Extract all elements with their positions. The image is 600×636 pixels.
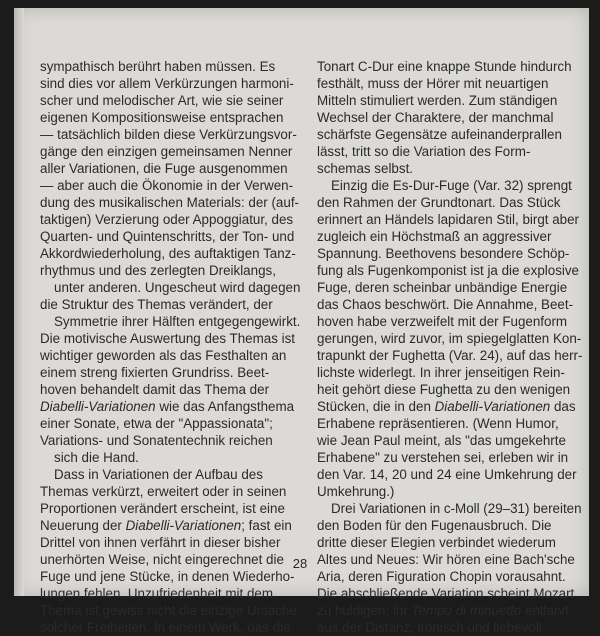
- text-line: eigenen Kompositionsweise entsprachen: [40, 110, 284, 125]
- text-line: schemas selbst.: [317, 161, 414, 176]
- text-line: die Struktur des Themas verändert, der: [40, 297, 273, 312]
- booklet-page: [14, 8, 589, 635]
- text-line: Diabelli-Variationen wie das Anfangsthema: [40, 399, 295, 414]
- text-line: wichtiger geworden als das Festhalten an: [40, 348, 287, 363]
- text-line: sich die Hand.: [54, 450, 139, 465]
- text-line: Themas verkürzt, erweitert oder in seinen: [40, 484, 287, 499]
- text-line: Erhabene repräsentieren. (Wenn Humor,: [317, 416, 559, 431]
- text-line: lungen fehlen. Unzufriedenheit mit dem: [40, 586, 273, 601]
- text-line: solcher Freiheiten. In einem Werk, das die: [40, 620, 291, 635]
- text-line: Dass in Variationen der Aufbau des: [54, 467, 263, 482]
- text-line: Fuge, deren scheinbar unbändige Energie: [317, 280, 568, 295]
- text-line: hoven behandelt damit das Thema der: [40, 382, 270, 397]
- text-line: zu huldigen; ihr Tempo di minuetto entlarvt: [317, 603, 569, 618]
- text-line: dritte dieser Elegien verbindet wiederum: [317, 535, 556, 550]
- text-line: einem streng fixierten Grundriss. Beet-: [40, 365, 270, 380]
- text-line: Spannung. Beethovens besondere Schöp-: [317, 246, 570, 261]
- text-line: — tatsächlich bilden diese Verkürzungsvor-: [40, 127, 297, 142]
- text-line: das Chaos beschwört. Die Annahme, Beet-: [317, 297, 574, 312]
- text-line: Proportionen verändert erscheint, ist eine: [40, 501, 285, 516]
- text-line: aller Variationen, die Fuge ausgenommen: [40, 161, 288, 176]
- text-line: rhythmus und des zerlegten Dreiklangs,: [40, 263, 276, 278]
- text-line: Aria, deren Figuration Chopin vorausahnt.: [317, 569, 566, 584]
- text-line: Quarten- und Quintenschritts, der Ton- und: [40, 229, 295, 244]
- text-line: taktigen) Verzierung oder Appoggiatur, des: [40, 212, 294, 227]
- text-line: scher und melodischer Art, wie sie seiner: [40, 93, 284, 108]
- text-line: trapunkt der Fughetta (Var. 24), auf das herr-: [317, 348, 583, 363]
- text-line: Die motivische Auswertung des Themas ist: [40, 331, 296, 346]
- text-line: den Boden für den Fugenausbruch. Die: [317, 518, 552, 533]
- text-line: gänge den einzigen gemeinsamen Nenner: [40, 144, 293, 159]
- text-line: lichste widerlegt. In ihrer jenseitigen Rein-: [317, 365, 565, 380]
- text-line: den Var. 14, 20 und 24 eine Umkehrung der: [317, 467, 577, 482]
- text-line: Mitteln stimuliert werden. Zum ständigen: [317, 93, 558, 108]
- text-line: wie Jean Paul meint, als "das umgekehrte: [317, 433, 566, 448]
- text-line: sind dies vor allem Verkürzungen harmoni-: [40, 76, 294, 91]
- text-line: heit gehört diese Fughetta zu den wenigen: [317, 382, 571, 397]
- text-line: Wechsel der Charaktere, der manchmal: [317, 110, 554, 125]
- text-line: Neuerung der Diabelli-Variationen; fast ein: [40, 518, 292, 533]
- text-line: dung des musikalischen Materials: der (auf-: [40, 195, 300, 210]
- text-line: Stücken, die in den Diabelli-Variationen das: [317, 399, 576, 414]
- text-line: Altes und Neues: Wir hören eine Bach'sche: [317, 552, 575, 567]
- text-line: fung als Fugenkomponist ist ja die explosive: [317, 263, 580, 278]
- text-line: unerhörten Weise, nicht eingerechnet die: [40, 552, 284, 567]
- text-line: Einzig die Es-Dur-Fuge (Var. 32) sprengt: [331, 178, 572, 193]
- text-line: Die abschließende Variation scheint Mozart: [317, 586, 575, 601]
- text-line: Variations- und Sonatentechnik reichen: [40, 433, 273, 448]
- text-line: hoven habe verzweifelt mit der Fugenform: [317, 314, 568, 329]
- text-line: — aber auch die Ökonomie in der Verwen-: [40, 178, 294, 193]
- page-number: 28: [292, 556, 308, 571]
- text-line: einer Sonate, etwa der "Appassionata";: [40, 416, 273, 431]
- text-line: gerungen, wird zuvor, im spiegelglatten Kon-: [317, 331, 582, 346]
- right-text-column: [317, 58, 583, 636]
- text-line: sympathisch berührt haben müssen. Es: [40, 59, 276, 74]
- text-line: lässt, tritt so die Variation des Form-: [317, 144, 531, 159]
- text-line: Drittel von ihnen verfährt in dieser bisher: [40, 535, 281, 550]
- text-line: Umkehrung.): [317, 484, 395, 499]
- text-line: Thema ist gewiss nicht die einzige Ursache: [40, 603, 297, 618]
- text-line: festhält, muss der Hörer mit neuartigen: [317, 76, 549, 91]
- text-line: zugleich ein Höchstmaß an aggressiver: [317, 229, 552, 244]
- page-spine-shadow: [14, 8, 24, 596]
- text-line: Erhabene" zu verstehen sei, erleben wir in: [317, 450, 569, 465]
- text-line: unter anderen. Ungescheut wird dagegen: [54, 280, 301, 295]
- text-line: aus der Distanz, ironisch und liebevoll: [317, 620, 542, 635]
- text-line: schärfste Gegensätze aufeinanderprallen: [317, 127, 562, 142]
- text-line: Tonart C-Dur eine knappe Stunde hindurch: [317, 59, 572, 74]
- text-line: Fuge und jene Stücke, in denen Wiederho-: [40, 569, 295, 584]
- text-line: erinnert an Händels lapidaren Stil, birgt aber: [317, 212, 580, 227]
- text-line: Drei Variationen in c-Moll (29–31) bereiten: [331, 501, 582, 516]
- text-line: den Rahmen der Grundtonart. Das Stück: [317, 195, 561, 210]
- text-line: Akkordwiederholung, des auftaktigen Tanz-: [40, 246, 296, 261]
- text-line: Symmetrie ihrer Hälften entgegengewirkt.: [54, 314, 301, 329]
